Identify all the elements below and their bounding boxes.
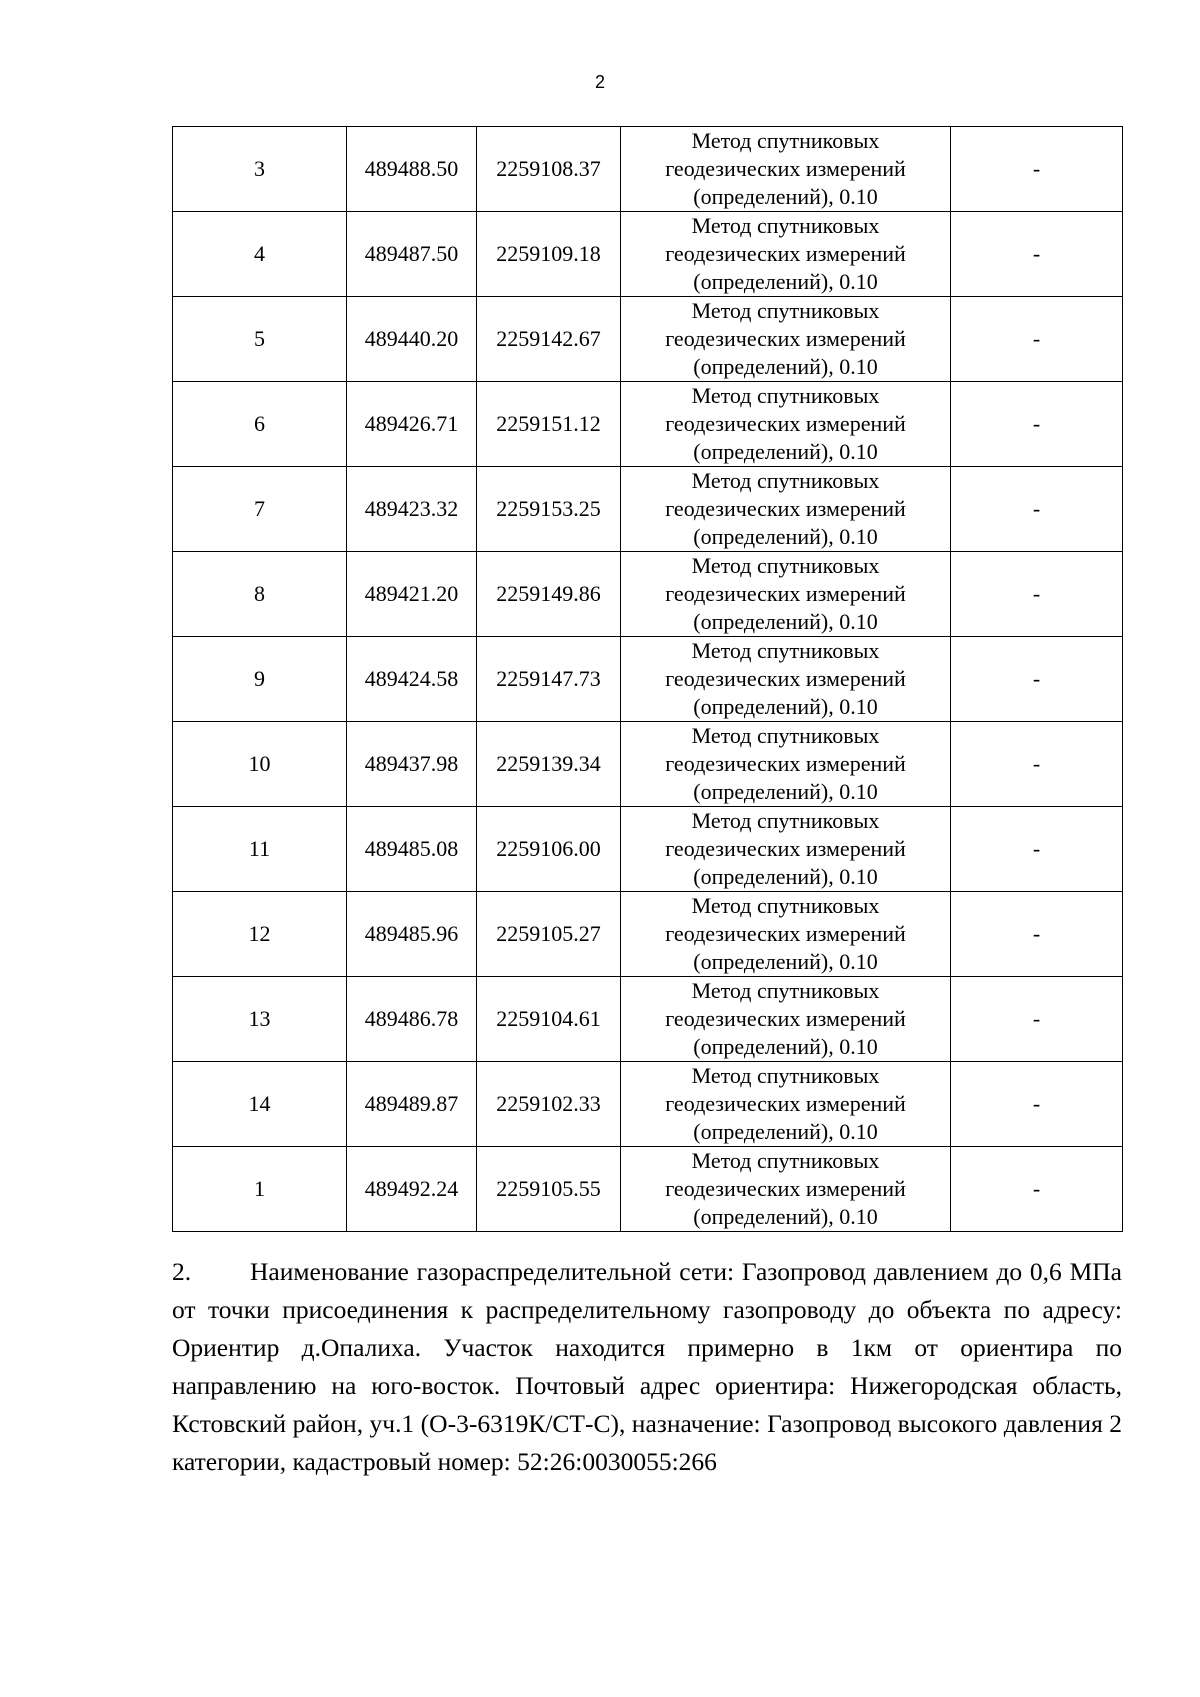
y-coordinate-cell: 2259139.34 [477,722,621,807]
x-coordinate-cell: 489485.96 [347,892,477,977]
y-coordinate-cell: 2259149.86 [477,552,621,637]
x-coordinate-cell: 489426.71 [347,382,477,467]
table-row [173,892,1123,977]
method-cell [621,552,951,637]
method-line: Метод спутниковых [691,1063,880,1088]
method-line: геодезических измерений [665,921,906,946]
method-line: Метод спутниковых [691,1148,880,1173]
method-line: Метод спутниковых [691,978,880,1003]
method-line: Метод спутниковых [691,298,880,323]
y-coordinate-cell: 2259104.61 [477,977,621,1062]
method-line: (определений), 0.10 [693,1034,878,1059]
table-row [173,382,1123,467]
point-number-cell: 10 [173,722,347,807]
x-coordinate-cell: 489485.08 [347,807,477,892]
method-line: Метод спутниковых [691,808,880,833]
point-number-cell: 7 [173,467,347,552]
note-cell: - [951,977,1123,1062]
table-row [173,1147,1123,1232]
table-row [173,807,1123,892]
point-number-cell: 8 [173,552,347,637]
note-cell: - [951,1062,1123,1147]
method-cell [621,807,951,892]
table-row [173,1062,1123,1147]
note-cell: - [951,297,1123,382]
y-coordinate-cell: 2259147.73 [477,637,621,722]
x-coordinate-cell: 489424.58 [347,637,477,722]
y-coordinate-cell: 2259102.33 [477,1062,621,1147]
network-description-paragraph [172,1253,1122,1481]
method-line: Метод спутниковых [691,553,880,578]
table-row [173,637,1123,722]
method-line: (определений), 0.10 [693,524,878,549]
method-line: геодезических измерений [665,496,906,521]
note-cell: - [951,127,1123,212]
point-number-cell: 4 [173,212,347,297]
method-line: (определений), 0.10 [693,1119,878,1144]
method-line: геодезических измерений [665,326,906,351]
method-line: Метод спутниковых [691,893,880,918]
method-line: геодезических измерений [665,1006,906,1031]
point-number-cell: 1 [173,1147,347,1232]
note-cell: - [951,892,1123,977]
x-coordinate-cell: 489486.78 [347,977,477,1062]
point-number-cell: 14 [173,1062,347,1147]
method-line: геодезических измерений [665,156,906,181]
method-cell [621,127,951,212]
point-number-cell: 6 [173,382,347,467]
method-line: Метод спутниковых [691,468,880,493]
method-line: (определений), 0.10 [693,439,878,464]
method-line: (определений), 0.10 [693,1204,878,1229]
table-row [173,467,1123,552]
method-line: Метод спутниковых [691,213,880,238]
method-line: Метод спутниковых [691,723,880,748]
method-line: геодезических измерений [665,581,906,606]
y-coordinate-cell: 2259151.12 [477,382,621,467]
coordinates-table [172,126,1123,1232]
point-number-cell: 11 [173,807,347,892]
x-coordinate-cell: 489437.98 [347,722,477,807]
coordinates-table-body [173,127,1123,1232]
note-cell: - [951,382,1123,467]
x-coordinate-cell: 489487.50 [347,212,477,297]
table-row [173,552,1123,637]
method-cell [621,297,951,382]
method-line: геодезических измерений [665,411,906,436]
note-cell: - [951,1147,1123,1232]
x-coordinate-cell: 489440.20 [347,297,477,382]
method-line: Метод спутниковых [691,638,880,663]
method-line: (определений), 0.10 [693,354,878,379]
x-coordinate-cell: 489488.50 [347,127,477,212]
method-line: (определений), 0.10 [693,949,878,974]
method-line: геодезических измерений [665,666,906,691]
method-cell [621,467,951,552]
y-coordinate-cell: 2259153.25 [477,467,621,552]
table-row [173,297,1123,382]
point-number-cell: 12 [173,892,347,977]
method-line: Метод спутниковых [691,383,880,408]
point-number-cell: 9 [173,637,347,722]
note-cell: - [951,552,1123,637]
paragraph-text: Наименование газораспределительной сети: Газопровод давлением до 0,6 МПа от точки присоединения к распределительному газопроводу до объекта по адресу: Ориентир д.Опалиха. Участок находится примерно в 1км от ориентира по направлению на юго-восток. Почтовый адрес ориентира: Нижегородская область, Кстовский район, уч.1 (О-3-6319К/СТ-С), назначение: Газопровод высокого давления 2 категории, кадастровый номер: 52:26:0030055:266 [172,1257,1122,1476]
method-line: Метод спутниковых [691,128,880,153]
table-row [173,127,1123,212]
x-coordinate-cell: 489421.20 [347,552,477,637]
method-line: (определений), 0.10 [693,779,878,804]
y-coordinate-cell: 2259142.67 [477,297,621,382]
note-cell: - [951,637,1123,722]
method-cell [621,1147,951,1232]
method-line: геодезических измерений [665,836,906,861]
method-cell [621,892,951,977]
paragraph-number: 2. [172,1257,192,1286]
note-cell: - [951,722,1123,807]
method-line: (определений), 0.10 [693,609,878,634]
method-line: (определений), 0.10 [693,864,878,889]
method-line: геодезических измерений [665,1091,906,1116]
y-coordinate-cell: 2259106.00 [477,807,621,892]
method-line: геодезических измерений [665,241,906,266]
x-coordinate-cell: 489492.24 [347,1147,477,1232]
method-line: (определений), 0.10 [693,269,878,294]
y-coordinate-cell: 2259105.27 [477,892,621,977]
method-line: (определений), 0.10 [693,184,878,209]
y-coordinate-cell: 2259109.18 [477,212,621,297]
point-number-cell: 13 [173,977,347,1062]
note-cell: - [951,807,1123,892]
method-cell [621,1062,951,1147]
method-cell [621,722,951,807]
table-row [173,977,1123,1062]
method-cell [621,212,951,297]
method-cell [621,977,951,1062]
point-number-cell: 5 [173,297,347,382]
method-cell [621,637,951,722]
table-row [173,722,1123,807]
note-cell: - [951,467,1123,552]
method-line: геодезических измерений [665,751,906,776]
method-cell [621,382,951,467]
method-line: геодезических измерений [665,1176,906,1201]
note-cell: - [951,212,1123,297]
table-row [173,212,1123,297]
x-coordinate-cell: 489489.87 [347,1062,477,1147]
page-number: 2 [594,72,605,92]
y-coordinate-cell: 2259108.37 [477,127,621,212]
y-coordinate-cell: 2259105.55 [477,1147,621,1232]
method-line: (определений), 0.10 [693,694,878,719]
x-coordinate-cell: 489423.32 [347,467,477,552]
point-number-cell: 3 [173,127,347,212]
